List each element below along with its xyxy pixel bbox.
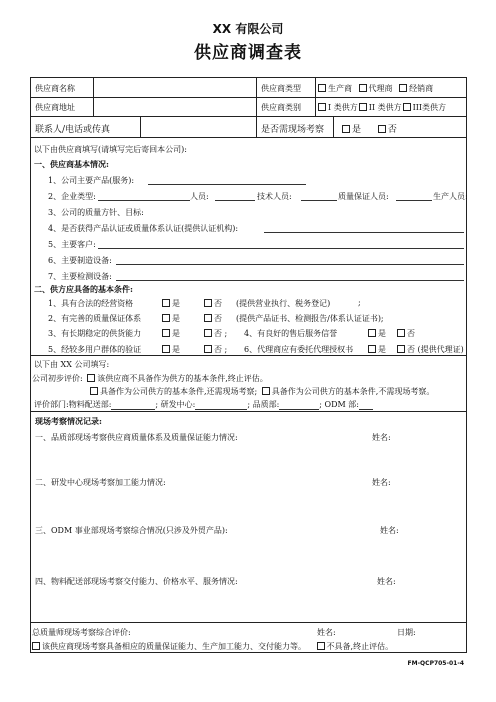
initial-evaluation: [32, 373, 268, 384]
q6-manufacturing-equipment: 6、主要制造设备:: [48, 256, 112, 265]
row-divider: [30, 137, 467, 138]
q6-underline[interactable]: [116, 264, 464, 265]
q2-staff-underline[interactable]: [215, 200, 255, 201]
yes-label: 是: [172, 345, 180, 354]
col-divider: [140, 116, 141, 137]
checkbox-distributor[interactable]: [399, 84, 407, 92]
q2-staff-label: 人员:: [190, 192, 209, 201]
q5-underline[interactable]: [98, 248, 464, 249]
section-divider: [30, 622, 467, 623]
q2-tech-label: 技术人员:: [257, 192, 292, 201]
condition-1-label: 1、具有合法的经营资格: [48, 299, 134, 308]
condition-3-no[interactable]: [204, 328, 227, 339]
option-needs-onsite: 具备作为公司供方的基本条件,还需现场考察;: [100, 387, 258, 396]
q4-certification: 4、是否获得产品认证或质量体系认证(提供认证机构):: [48, 224, 239, 233]
form-title: 供应商调查表: [194, 43, 302, 63]
section1-title: 一、供应商基本情况:: [34, 159, 109, 169]
option-distributor: 经销商: [409, 84, 434, 93]
checkbox-icon: [162, 314, 170, 322]
table-bottom-border: [30, 652, 467, 653]
onsite-item-logistics: 四、物料配送部现场考察交付能力、价格水平、服务情况:: [35, 577, 238, 586]
condition-6-no[interactable]: [397, 344, 464, 355]
option-category-1: I 类供方: [328, 103, 358, 112]
condition-6-label: 6、代理商应有委托代理授权书: [244, 345, 354, 354]
company-name: XX 有限公司: [212, 22, 284, 36]
company-fill-intro: 以下由 XX 公司填写:: [34, 360, 110, 369]
initial-eval-label: 公司初步评价:: [32, 374, 83, 383]
condition-2-yes[interactable]: [162, 313, 180, 324]
option-agent: 代理商: [368, 84, 393, 93]
dept-odm-label: ; ODM 部:: [319, 400, 359, 409]
checkbox-category-3[interactable]: [403, 103, 411, 111]
checkbox-icon: [162, 299, 170, 307]
table-top-border: [30, 77, 467, 78]
condition-1-note: (提供营业执行、税务登记): [236, 299, 331, 308]
option-category-2: II 类供方: [368, 103, 402, 112]
onsite-options: [342, 122, 397, 135]
yes-label: 是: [378, 345, 386, 354]
q1-underline[interactable]: [148, 184, 306, 185]
row-divider: [30, 116, 467, 117]
checkbox-needs-onsite[interactable]: [90, 387, 98, 395]
condition-2-no[interactable]: [204, 313, 222, 324]
option-category-3: III类供方: [412, 103, 447, 112]
contact-label: 联系人/电话或传真: [35, 125, 111, 135]
supplier-type-options: [318, 83, 433, 94]
condition-4-yes[interactable]: [368, 328, 386, 339]
final-evaluation-options: [32, 641, 393, 652]
evaluation-departments: [34, 399, 373, 410]
q2-type-underline[interactable]: [98, 200, 190, 201]
checkbox-icon: [368, 345, 376, 353]
supplier-fill-intro: 以下由供应商填写(请填写完后寄回本公司):: [34, 145, 187, 154]
supplier-category-options: [318, 102, 446, 113]
option-no-onsite: 具备作为公司供方的基本条件,不需现场考察。: [271, 387, 435, 396]
dept-odm-field[interactable]: [359, 400, 373, 410]
col-divider: [256, 77, 257, 137]
condition-3-yes[interactable]: [162, 328, 180, 339]
checkbox-onsite-yes[interactable]: [342, 125, 350, 133]
no-label: 否: [407, 329, 415, 338]
condition-5-yes[interactable]: [162, 344, 180, 355]
q2-production-label: 生产人员:: [433, 192, 468, 201]
q5-main-customers: 5、主要客户:: [48, 240, 96, 249]
signature-rd: 姓名:: [372, 478, 391, 487]
checkbox-icon: [204, 329, 212, 337]
no-label: 否 (提供代理证): [407, 345, 464, 354]
option-manufacturer: 生产商: [328, 84, 352, 93]
option-onsite-no: 否: [387, 125, 397, 135]
onsite-item-quality: 一、品质部现场考察供应商质量体系及质量保证能力情况:: [35, 433, 238, 442]
section-divider: [30, 411, 467, 412]
q3-quality-policy: 3、公司的质量方针、目标:: [48, 208, 144, 217]
q2-quality-label: 质量保证人员:: [338, 192, 389, 201]
no-label: 否 ;: [214, 345, 228, 354]
dept-rd-label: ; 研发中心:: [155, 400, 196, 409]
checkbox-not-qualified[interactable]: [317, 642, 325, 650]
yes-label: 是: [378, 329, 386, 338]
onsite-record-title: 现场考察情况记录:: [35, 416, 102, 426]
q2-tech-underline[interactable]: [301, 200, 337, 201]
yes-label: 是: [172, 329, 180, 338]
supplier-address-label: 供应商地址: [35, 103, 75, 112]
condition-1-semicolon: ;: [358, 298, 361, 307]
supplier-name-label: 供应商名称: [35, 84, 75, 93]
checkbox-onsite-no[interactable]: [378, 125, 386, 133]
checkbox-category-1[interactable]: [318, 103, 326, 111]
condition-2-label: 2、有完善的质量保证体系: [48, 314, 142, 323]
form-code: FM-QCP705-01-4: [407, 660, 464, 667]
condition-1-no[interactable]: [204, 298, 222, 309]
q7-underline[interactable]: [116, 280, 464, 281]
checkbox-qualified[interactable]: [32, 642, 40, 650]
no-label: 否: [214, 299, 222, 308]
condition-5-label: 5、经较多用户群体的验证: [48, 345, 142, 354]
table-right-border: [466, 77, 467, 653]
checkbox-icon: [368, 329, 376, 337]
onsite-item-odm: 三、ODM 事业部现场考察综合情况(只涉及外贸产品):: [35, 526, 228, 535]
section2-title: 二、供方应具备的基本条件:: [34, 284, 133, 294]
condition-4-no[interactable]: [397, 328, 415, 339]
row-divider: [30, 97, 467, 98]
table-left-border: [30, 77, 31, 653]
col-divider: [333, 116, 334, 137]
final-signature-date: 日期:: [397, 628, 416, 637]
dept-rd-field[interactable]: [195, 400, 247, 410]
checkbox-icon: [204, 314, 212, 322]
yes-label: 是: [172, 314, 180, 323]
onsite-required-label: 是否需现场考察: [261, 125, 325, 135]
condition-4-label: 4、有良好的售后服务信誉: [244, 329, 338, 338]
dept-quality-label: ; 品质部:: [247, 400, 280, 409]
signature-odm: 姓名:: [380, 526, 399, 535]
checkbox-icon: [397, 345, 405, 353]
checkbox-icon: [204, 345, 212, 353]
no-label: 否: [214, 314, 222, 323]
q2-enterprise-type: 2、企业类型:: [48, 192, 96, 201]
checkbox-manufacturer[interactable]: [318, 84, 326, 92]
checkbox-category-2[interactable]: [359, 103, 367, 111]
evaluation-options-row: [90, 386, 434, 397]
col-divider: [93, 77, 94, 117]
onsite-item-rd: 二、研发中心现场考察加工能力情况:: [35, 478, 166, 487]
checkbox-no-onsite[interactable]: [262, 387, 270, 395]
checkbox-icon: [162, 329, 170, 337]
q7-testing-equipment: 7、主要检测设备:: [48, 272, 112, 281]
option-terminate: 该供应商不具备作为供方的基本条件,终止评估。: [97, 374, 268, 383]
no-label: 否 ;: [214, 329, 228, 338]
signature-logistics: 姓名:: [377, 577, 396, 586]
q2-quality-underline[interactable]: [396, 200, 432, 201]
final-evaluation-label: 总质量师现场考察综合评价:: [32, 628, 131, 637]
condition-2-note: (提供产品证书、检测报告/体系认证证书);: [236, 314, 384, 323]
option-onsite-yes: 是: [352, 125, 362, 135]
signature-quality: 姓名:: [372, 433, 391, 442]
dept-logistics-field[interactable]: [111, 400, 155, 410]
condition-1-yes[interactable]: [162, 298, 180, 309]
condition-6-yes[interactable]: [368, 344, 386, 355]
q1-main-products: 1、公司主要产品(服务):: [48, 176, 135, 185]
condition-5-no[interactable]: [204, 344, 227, 355]
checkbox-agent[interactable]: [359, 84, 367, 92]
condition-3-label: 3、有长期稳定的供货能力: [48, 329, 142, 338]
option-qualified: 该供应商现场考察具备相应的质量保证能力、生产加工能力、交付能力等。: [42, 642, 306, 651]
section-divider: [30, 355, 467, 356]
yes-label: 是: [172, 299, 180, 308]
supplier-category-label: 供应商类别: [261, 103, 301, 112]
col-divider: [315, 77, 316, 117]
checkbox-icon: [162, 345, 170, 353]
checkbox-icon: [204, 299, 212, 307]
q4-underline[interactable]: [264, 232, 464, 233]
final-signature-name: 姓名:: [317, 628, 336, 637]
dept-quality-field[interactable]: [279, 400, 319, 410]
supplier-type-label: 供应商类型: [261, 84, 301, 93]
dept-logistics-label: 评价部门:物料配送部:: [34, 400, 112, 409]
checkbox-terminate[interactable]: [87, 374, 95, 382]
checkbox-icon: [397, 329, 405, 337]
option-not-qualified: 不具备,终止评估。: [326, 642, 394, 651]
